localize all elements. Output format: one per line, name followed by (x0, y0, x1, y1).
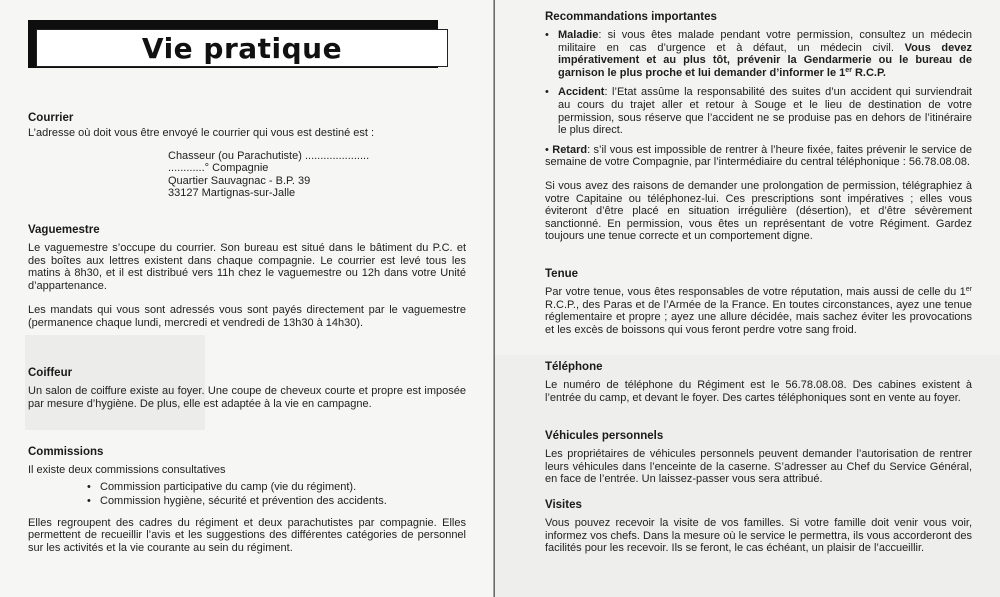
heading-tenue: Tenue (545, 268, 579, 280)
page-title-box (36, 29, 448, 67)
recommendation-accident (545, 86, 972, 136)
address-line: 33127 Martignas-sur-Jalle (168, 186, 296, 199)
vaguemestre-paragraph: Le vaguemestre s’occupe du courrier. Son bureau est situé dans le bâtiment du P.C. et des boîtes aux lettres existent dans chaque compagnie. Le courrier est levé tous les matins à 8h30, et il est distribué vers 11h chez le vaguemestre ou 12h dans votre Unité d’appartenance. (28, 242, 466, 292)
right-page (495, 0, 1000, 597)
section-visites (545, 499, 972, 555)
list-item: • Commission hygiène, sécurité et prévention des accidents. (100, 494, 466, 509)
heading-vaguemestre: Vaguemestre (28, 224, 100, 236)
address-line: Quartier Sauvagnac - B.P. 39 (168, 174, 311, 187)
recommendation-retard (545, 144, 972, 169)
heading-telephone: Téléphone (545, 361, 603, 373)
section-courrier (28, 112, 466, 140)
recommendation-maladie (545, 29, 972, 79)
postal-address (168, 150, 369, 199)
commissions-list (28, 480, 466, 509)
tenue-text-a: Par votre tenue, vous êtes responsables de votre réputation, mais aussi de celle du 1 (545, 286, 966, 298)
commissions-intro: Il existe deux commissions consultatives (28, 464, 226, 476)
section-vaguemestre (28, 224, 466, 330)
bullet-icon: • (545, 29, 549, 41)
bullet-icon: • (545, 86, 549, 99)
telephone-paragraph: Le numéro de téléphone du Régiment est le 56.78.08.08. Des cabines existent à l’entrée du camp, et devant le foyer. Des cartes téléphoniques sont en vente au foyer. (545, 379, 972, 404)
section-tenue (545, 268, 972, 336)
maladie-text: : si vous êtes malade pendant votre permission, consultez un médecin militaire en cas d’urgence et à défaut, un médecin civil. (558, 29, 972, 54)
maladie-label: Maladie (558, 29, 599, 41)
section-recommandations (545, 11, 972, 243)
heading-courrier: Courrier (28, 112, 74, 124)
accident-text: : l’Etat assûme la responsabilité des suites d’un accident qui surviendrait au cours du trajet aller et retour à Souge et le lieu de destination de votre permission, sous réserve que l’accident ne se produise pas en dehors de l’itinéraire le plus direct. (558, 86, 972, 137)
retard-text: : s’il vous est impossible de rentrer à l’heure fixée, faites prévenir le service de semaine de votre Compagnie, par l’intermédiaire du central téléphonique : 56.78.08.08. (545, 143, 972, 169)
maladie-bold-end: R.C.P. (851, 66, 886, 79)
prolongation-paragraph: Si vous avez des raisons de demander une prolongation de permission, télégraphiez à votre Capitaine ou téléphonez-lui. Ces prescriptions sont impératives ; elles vous éviteront d’être placé en situation irrégulière (désertion), et d’être sévèrement sanctionné. En permission, vous êtes un représentant de votre Régiment. Gardez toujours une tenue correcte et un comportement digne. (545, 179, 972, 243)
heading-commissions: Commissions (28, 446, 104, 458)
ordinal-suffix: er (845, 66, 852, 74)
list-item: • Commission participative du camp (vie du régiment). (100, 480, 466, 495)
address-line: Chasseur (ou Parachutiste) ..................... (168, 150, 370, 162)
vaguemestre-paragraph: Les mandats qui vous sont adressés vous sont payés directement par le vaguemestre (permanence chaque lundi, mercredi et vendredi de 13h30 à 14h30). (28, 304, 466, 329)
tenue-text-b: R.C.P., des Paras et de l’Armée de la France. En toutes circonstances, ayez une tenue réglementaire et propre ; ayez une allure décidée, mais sachez éviter les provocations et les excès de boissons qui vous feront perdre votre sang froid. (545, 298, 972, 336)
page-title: Vie pratique (141, 31, 343, 65)
maladie-bold-main: Vous devez impérativement et au plus tôt, prévenir la Gendarmerie ou le bureau de garnison le plus proche et lui demander d’informer le 1 (558, 41, 972, 79)
retard-label: Retard (552, 143, 588, 156)
vehicules-paragraph: Les propriétaires de véhicules personnels peuvent demander l’autorisation de rentrer leurs véhicules dans l’enceinte de la caserne. S’adresser au Chef du Service Général, en face de l’entrée. Un laissez-passer vous sera attribué. (545, 448, 972, 486)
section-commissions (28, 446, 466, 554)
section-telephone (545, 361, 972, 404)
courrier-intro: L’adresse où doit vous être envoyé le courrier qui vous est destiné est : (28, 127, 375, 139)
accident-label: Accident (558, 86, 605, 99)
left-page (0, 0, 495, 597)
section-vehicules (545, 430, 972, 486)
heading-recommandations: Recommandations importantes (545, 11, 717, 23)
heading-coiffeur: Coiffeur (28, 367, 73, 379)
visites-paragraph: Vous pouvez recevoir la visite de vos familles. Si votre famille doit venir vous voir, informez vos chefs. Dans la mesure où le service le permettra, ils vous accorderont des facilités pour les recevoir. Ils se feront, le cas échéant, un plaisir de l’accueillir. (545, 517, 972, 555)
bullet-icon: • (545, 143, 553, 156)
coiffeur-paragraph: Un salon de coiffure existe au foyer. Une coupe de cheveux courte et propre est imposée par mesure d’hygiène. De plus, elle est adaptée à la vie en campagne. (28, 385, 466, 410)
ordinal-suffix: er (965, 286, 972, 293)
section-coiffeur (28, 367, 466, 410)
address-line: ............° Compagnie (168, 162, 269, 175)
tenue-paragraph (545, 286, 972, 336)
heading-vehicules: Véhicules personnels (545, 430, 664, 442)
heading-visites: Visites (545, 499, 582, 511)
commissions-paragraph: Elles regroupent des cadres du régiment et deux parachutistes par compagnie. Elles permettent de recueillir l’avis et les suggestions des différentes catégories de personnel sur les activités et la vie courante au sein du régiment. (28, 516, 466, 554)
